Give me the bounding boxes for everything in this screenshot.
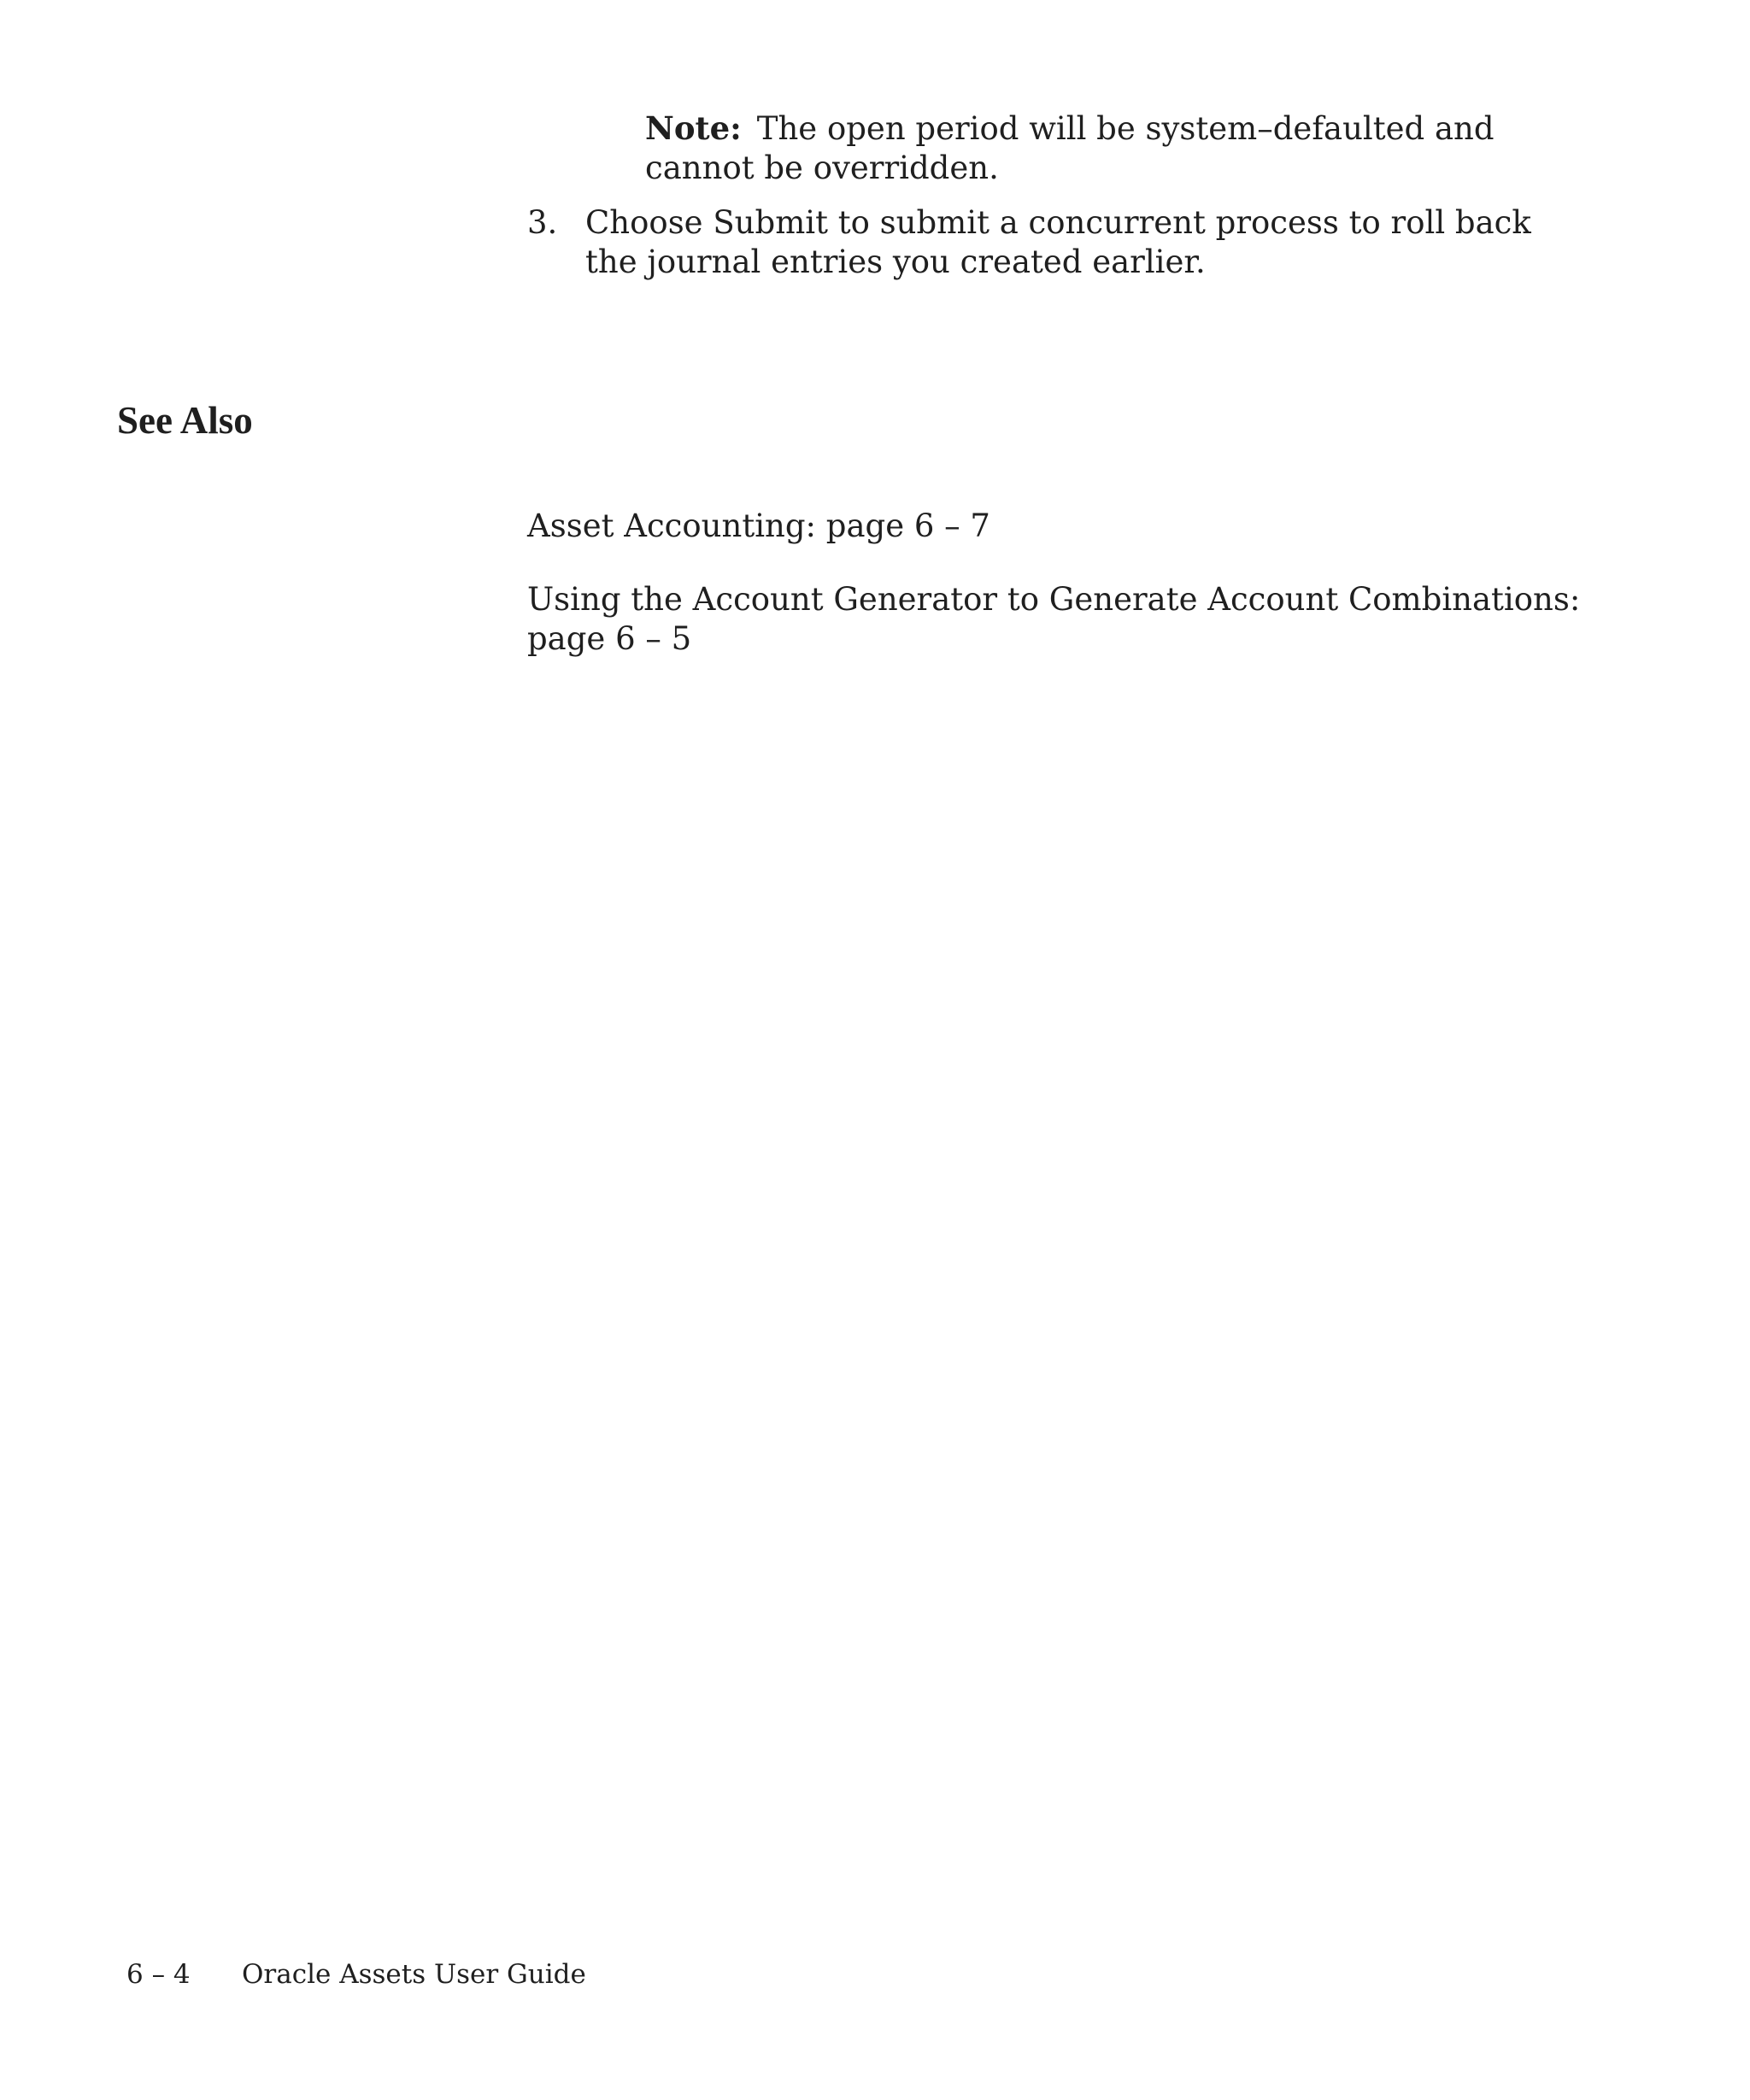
note-paragraph bbox=[645, 109, 1611, 188]
note-text: The open period will be system–defaulted and cannot be overridden. bbox=[645, 110, 1495, 186]
see-also-list bbox=[527, 507, 1587, 693]
footer-page-number: 6 – 4 bbox=[126, 1959, 191, 1990]
see-also-link-account-generator[interactable]: Using the Account Generator to Generate Account Combinations: page 6 – 5 bbox=[527, 581, 1581, 657]
step-text: Choose Submit to submit a concurrent process to roll back the journal entries you created earlier. bbox=[585, 204, 1531, 280]
page-footer bbox=[126, 1958, 586, 1991]
footer-book-title: Oracle Assets User Guide bbox=[242, 1959, 586, 1990]
note-label: Note: bbox=[645, 109, 742, 147]
see-also-heading: See Also bbox=[117, 399, 253, 442]
step-number: 3. bbox=[527, 204, 558, 241]
see-also-link-asset-accounting[interactable]: Asset Accounting: page 6 – 7 bbox=[527, 507, 990, 544]
